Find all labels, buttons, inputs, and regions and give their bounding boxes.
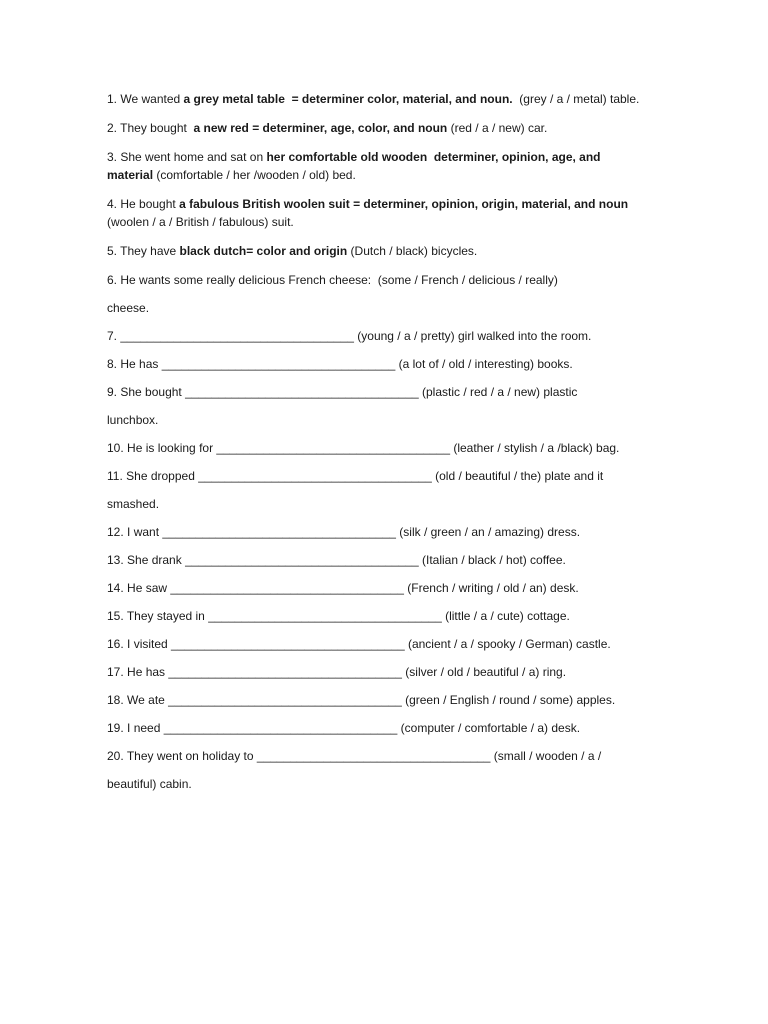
sentence-text: They stayed in ___________________________________ (little / a / cute) cottage.: [126, 609, 570, 623]
answer-bold-text: a fabulous British woolen suit = determiner, opinion, origin, material, and noun: [179, 197, 629, 211]
item-number: 16.: [107, 637, 124, 651]
sentence-text: He has ___________________________________ (a lot of / old / interesting) books.: [120, 357, 573, 371]
answer-bold-text: material: [107, 168, 154, 182]
sentence-text: They have: [120, 244, 180, 258]
item-gap: [107, 653, 667, 663]
exercise-line: [107, 551, 667, 569]
exercise-line: [107, 439, 667, 457]
exercise-item: [107, 355, 667, 373]
answer-bold-text: a new red = determiner, age, color, and noun: [193, 121, 448, 135]
item-number: 2.: [107, 121, 118, 135]
sentence-text: ___________________________________ (young / a / pretty) girl walked into the room.: [120, 329, 592, 343]
sentence-text: (red / a / new) car.: [447, 121, 548, 135]
sentence-text: He saw ___________________________________ (French / writing / old / an) desk.: [127, 581, 579, 595]
sentence-text: lunchbox.: [107, 413, 159, 427]
item-gap: [107, 184, 667, 195]
item-number: 11.: [107, 469, 123, 483]
exercise-line: [107, 271, 667, 289]
sentence-text: I want ___________________________________ (silk / green / an / amazing) dress.: [127, 525, 581, 539]
exercise-line: [107, 691, 667, 709]
exercise-item: [107, 607, 667, 625]
exercise-line: [107, 635, 667, 653]
exercise-item: [107, 439, 667, 457]
line-gap: [107, 289, 667, 299]
exercise-item: [107, 242, 667, 260]
sentence-text: She drank ___________________________________ (Italian / black / hot) coffee.: [127, 553, 566, 567]
item-gap: [107, 569, 667, 579]
exercise-line: [107, 355, 667, 373]
sentence-text: She bought ___________________________________ (plastic / red / a / new) plastic: [120, 385, 578, 399]
item-number: 20.: [107, 749, 124, 763]
item-gap: [107, 317, 667, 327]
item-number: 12.: [107, 525, 124, 539]
exercise-line: [107, 213, 667, 231]
item-gap: [107, 457, 667, 467]
exercise-item: [107, 271, 667, 317]
item-gap: [107, 513, 667, 523]
line-gap: [107, 765, 667, 775]
exercise-line: [107, 467, 667, 485]
item-number: 1.: [107, 92, 118, 106]
exercise-line: [107, 775, 667, 793]
exercise-item: [107, 691, 667, 709]
answer-bold-text: black dutch= color and origin: [179, 244, 348, 258]
sentence-text: He is looking for ___________________________________ (leather / stylish / a /black) bag.: [127, 441, 620, 455]
sentence-text: (Dutch / black) bicycles.: [347, 244, 478, 258]
item-number: 17.: [107, 665, 124, 679]
sentence-text: smashed.: [107, 497, 160, 511]
item-number: 15.: [107, 609, 124, 623]
exercise-item: [107, 327, 667, 345]
item-number: 3.: [107, 150, 118, 164]
item-number: 14.: [107, 581, 124, 595]
sentence-text: He wants some really delicious French cheese: (some / French / delicious / really): [120, 273, 558, 287]
exercise-item: [107, 119, 667, 137]
item-gap: [107, 373, 667, 383]
exercise-item: [107, 383, 667, 429]
answer-bold-text: her comfortable old wooden determiner, opinion, age, and: [266, 150, 601, 164]
exercise-item: [107, 719, 667, 737]
exercise-line: [107, 719, 667, 737]
exercise-line: [107, 523, 667, 541]
exercise-line: [107, 90, 667, 108]
item-gap: [107, 231, 667, 242]
exercise-line: [107, 663, 667, 681]
exercise-line: [107, 119, 667, 137]
exercise-item: [107, 663, 667, 681]
item-gap: [107, 260, 667, 271]
item-gap: [107, 345, 667, 355]
item-gap: [107, 625, 667, 635]
sentence-text: He bought: [120, 197, 180, 211]
item-gap: [107, 681, 667, 691]
item-gap: [107, 429, 667, 439]
item-number: 13.: [107, 553, 124, 567]
sentence-text: (comfortable / her /wooden / old) bed.: [153, 168, 356, 182]
item-number: 9.: [107, 385, 118, 399]
sentence-text: I visited ___________________________________ (ancient / a / spooky / German) castle.: [127, 637, 611, 651]
exercise-line: [107, 579, 667, 597]
item-number: 5.: [107, 244, 118, 258]
line-gap: [107, 401, 667, 411]
exercise-item: [107, 747, 667, 793]
item-number: 10.: [107, 441, 124, 455]
item-gap: [107, 137, 667, 148]
exercise-item: [107, 523, 667, 541]
sentence-text: We ate ___________________________________ (green / English / round / some) apples.: [127, 693, 616, 707]
sentence-text: I need ___________________________________ (computer / comfortable / a) desk.: [127, 721, 581, 735]
sentence-text: He has ___________________________________ (silver / old / beautiful / a) ring.: [127, 665, 567, 679]
sentence-text: beautiful) cabin.: [107, 777, 192, 791]
exercise-item: [107, 579, 667, 597]
item-gap: [107, 108, 667, 119]
exercise-line: [107, 495, 667, 513]
exercise-line: [107, 607, 667, 625]
exercise-line: [107, 383, 667, 401]
item-number: 19.: [107, 721, 124, 735]
item-gap: [107, 709, 667, 719]
exercise-line: [107, 747, 667, 765]
exercise-item: [107, 551, 667, 569]
answer-bold-text: a grey metal table = determiner color, material, and noun.: [183, 92, 513, 106]
sentence-text: She dropped ___________________________________ (old / beautiful / the) plate and it: [126, 469, 604, 483]
item-gap: [107, 597, 667, 607]
exercise-item: [107, 148, 667, 184]
item-number: 8.: [107, 357, 118, 371]
exercise-item: [107, 90, 667, 108]
exercise-line: [107, 327, 667, 345]
item-gap: [107, 737, 667, 747]
exercise-item: [107, 195, 667, 231]
sentence-text: cheese.: [107, 301, 150, 315]
item-gap: [107, 541, 667, 551]
item-number: 6.: [107, 273, 118, 287]
exercise-line: [107, 299, 667, 317]
exercise-line: [107, 195, 667, 213]
sentence-text: (grey / a / metal) table.: [512, 92, 640, 106]
item-number: 7.: [107, 329, 118, 343]
exercise-line: [107, 411, 667, 429]
line-gap: [107, 485, 667, 495]
sentence-text: They went on holiday to ___________________________________ (small / wooden / a /: [126, 749, 602, 763]
exercise-list: [107, 90, 667, 793]
item-number: 4.: [107, 197, 118, 211]
exercise-line: [107, 148, 667, 166]
item-number: 18.: [107, 693, 124, 707]
sentence-text: We wanted: [120, 92, 184, 106]
sentence-text: She went home and sat on: [120, 150, 267, 164]
exercise-item: [107, 635, 667, 653]
exercise-line: [107, 166, 667, 184]
exercise-line: [107, 242, 667, 260]
exercise-item: [107, 467, 667, 513]
sentence-text: They bought: [120, 121, 194, 135]
sentence-text: (woolen / a / British / fabulous) suit.: [107, 215, 294, 229]
